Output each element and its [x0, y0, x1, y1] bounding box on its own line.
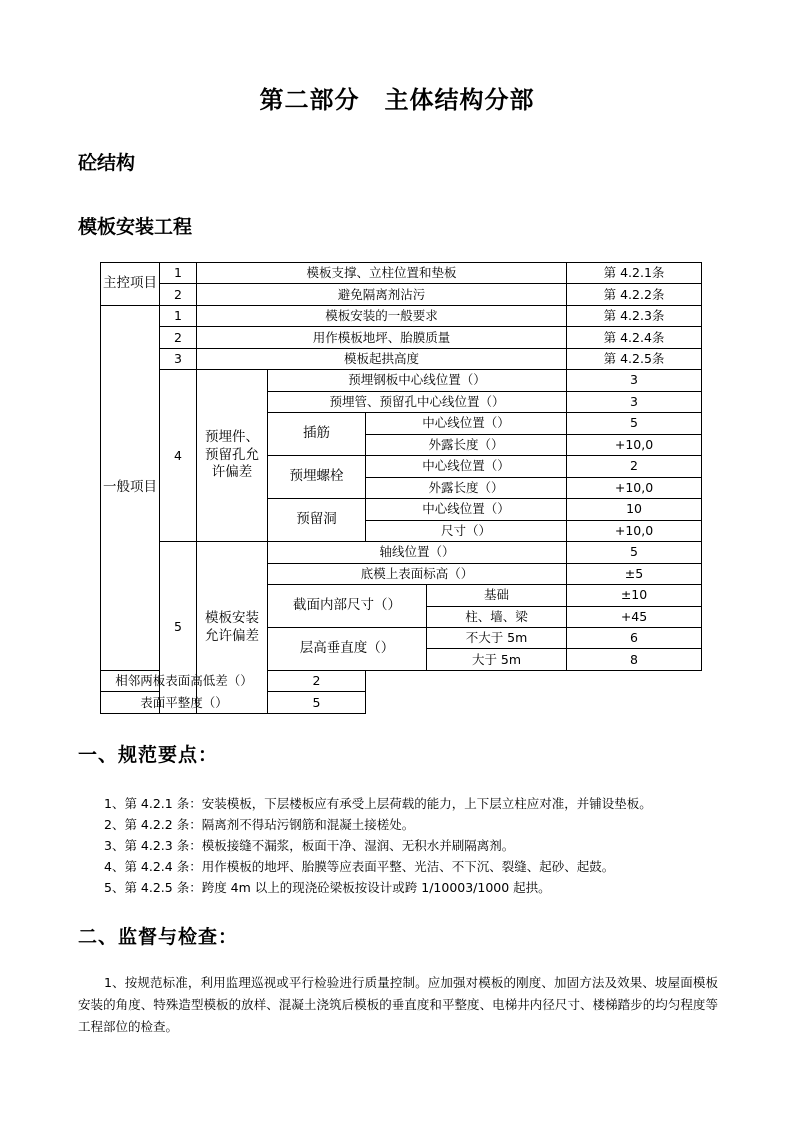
subsection-heading: 模板安装工程	[78, 216, 193, 238]
value-cell: ±5	[567, 563, 702, 584]
value-cell: 2	[268, 670, 366, 691]
item-cell: 尺寸（）	[366, 520, 567, 541]
value-cell: 3	[567, 391, 702, 412]
ref-cell: 第 4.2.3条	[567, 305, 702, 326]
item-cell: 外露长度（）	[366, 434, 567, 455]
value-cell: 2	[567, 456, 702, 477]
value-cell: 5	[567, 542, 702, 563]
table-row	[101, 348, 702, 369]
list-item: 5、第 4.2.5 条：跨度 4m 以上的现浇砼梁板按设计或跨 1/10003/1000 起拱。	[104, 880, 551, 895]
inspection-paragraph: 1、按规范标准，利用监理巡视或平行检验进行质量控制。应加强对模板的刚度、加固方法及效果、坡屋面模板安装的角度、特殊造型模板的放样、混凝土浇筑后模板的垂直度和平整度、电梯井内径尺寸、楼梯踏步的均匀程度等工程部位的检查。	[78, 975, 718, 1034]
ref-cell: 第 4.2.1条	[567, 263, 702, 284]
table-row	[101, 305, 702, 326]
row-number: 4	[160, 370, 197, 542]
subgroup-cell: 预埋螺栓	[268, 456, 366, 499]
item-cell: 表面平整度（）	[101, 692, 268, 714]
table-row	[101, 327, 702, 348]
heading-inspection: 二、监督与检查：	[78, 926, 239, 948]
item-cell: 预埋管、预留孔中心线位置（）	[268, 391, 567, 412]
subgroup-cell: 预留洞	[268, 499, 366, 542]
list-item: 4、第 4.2.4 条：用作模板的地坪、胎膜等应表面平整、光洁、不下沉、裂缝、起砂、起鼓。	[104, 859, 615, 874]
list-item: 2、第 4.2.2 条：隔离剂不得玷污钢筋和混凝土接槎处。	[104, 817, 415, 832]
ref-cell: 第 4.2.4条	[567, 327, 702, 348]
value-cell: 10	[567, 499, 702, 520]
item-cell: 用作模板地坪、胎膜质量	[197, 327, 567, 348]
embedded-parts-label: 预埋件、预留孔允许偏差	[197, 370, 268, 542]
value-cell: 5	[268, 692, 366, 714]
item-cell: 中心线位置（）	[366, 413, 567, 434]
list-item: 1、第 4.2.1 条：安装模板，下层楼板应有承受上层荷载的能力，上下层立柱应对准，并铺设垫板。	[104, 796, 652, 811]
item-cell: 中心线位置（）	[366, 456, 567, 477]
value-cell: +45	[567, 606, 702, 627]
table-row	[101, 284, 702, 305]
subgroup-cell: 截面内部尺寸（）	[268, 585, 427, 628]
item-cell: 外露长度（）	[366, 477, 567, 498]
item-cell: 柱、墙、梁	[427, 606, 567, 627]
table-row	[101, 692, 702, 714]
value-cell: +10,0	[567, 520, 702, 541]
item-cell: 中心线位置（）	[366, 499, 567, 520]
value-cell: +10,0	[567, 434, 702, 455]
item-cell: 不大于 5m	[427, 627, 567, 648]
page-title: 第二部分 主体结构分部	[259, 86, 535, 114]
row-number: 1	[160, 263, 197, 284]
value-cell: +10,0	[567, 477, 702, 498]
spec-points-list	[104, 793, 652, 898]
general-items-label: 一般项目	[101, 305, 160, 670]
row-number: 2	[160, 284, 197, 305]
item-cell: 大于 5m	[427, 649, 567, 670]
heading-spec-points: 一、规范要点：	[78, 744, 219, 766]
row-number: 1	[160, 305, 197, 326]
section-heading: 砼结构	[78, 152, 136, 174]
value-cell: 3	[567, 370, 702, 391]
value-cell: 8	[567, 649, 702, 670]
table-row	[101, 670, 702, 691]
formwork-tolerance-label: 模板安装允许偏差	[197, 542, 268, 714]
subgroup-cell: 层高垂直度（）	[268, 627, 427, 670]
item-cell: 基础	[427, 585, 567, 606]
row-number: 5	[160, 542, 197, 714]
value-cell: ±10	[567, 585, 702, 606]
item-cell: 轴线位置（）	[268, 542, 567, 563]
item-cell: 模板支撑、立柱位置和垫板	[197, 263, 567, 284]
table-row	[101, 542, 702, 563]
item-cell: 预埋钢板中心线位置（）	[268, 370, 567, 391]
spec-table	[100, 262, 702, 714]
ref-cell: 第 4.2.2条	[567, 284, 702, 305]
main-control-label: 主控项目	[101, 263, 160, 306]
ref-cell: 第 4.2.5条	[567, 348, 702, 369]
table-row	[101, 263, 702, 284]
list-item: 3、第 4.2.3 条：模板接缝不漏浆，板面干净、湿润、无积水并刷隔离剂。	[104, 838, 515, 853]
item-cell: 模板起拱高度	[197, 348, 567, 369]
item-cell: 模板安装的一般要求	[197, 305, 567, 326]
value-cell: 5	[567, 413, 702, 434]
item-cell: 相邻两板表面高低差（）	[101, 670, 268, 691]
table-row	[101, 370, 702, 391]
item-cell: 底模上表面标高（）	[268, 563, 567, 584]
row-number: 3	[160, 348, 197, 369]
value-cell: 6	[567, 627, 702, 648]
subgroup-cell: 插筋	[268, 413, 366, 456]
item-cell: 避免隔离剂沾污	[197, 284, 567, 305]
row-number: 2	[160, 327, 197, 348]
